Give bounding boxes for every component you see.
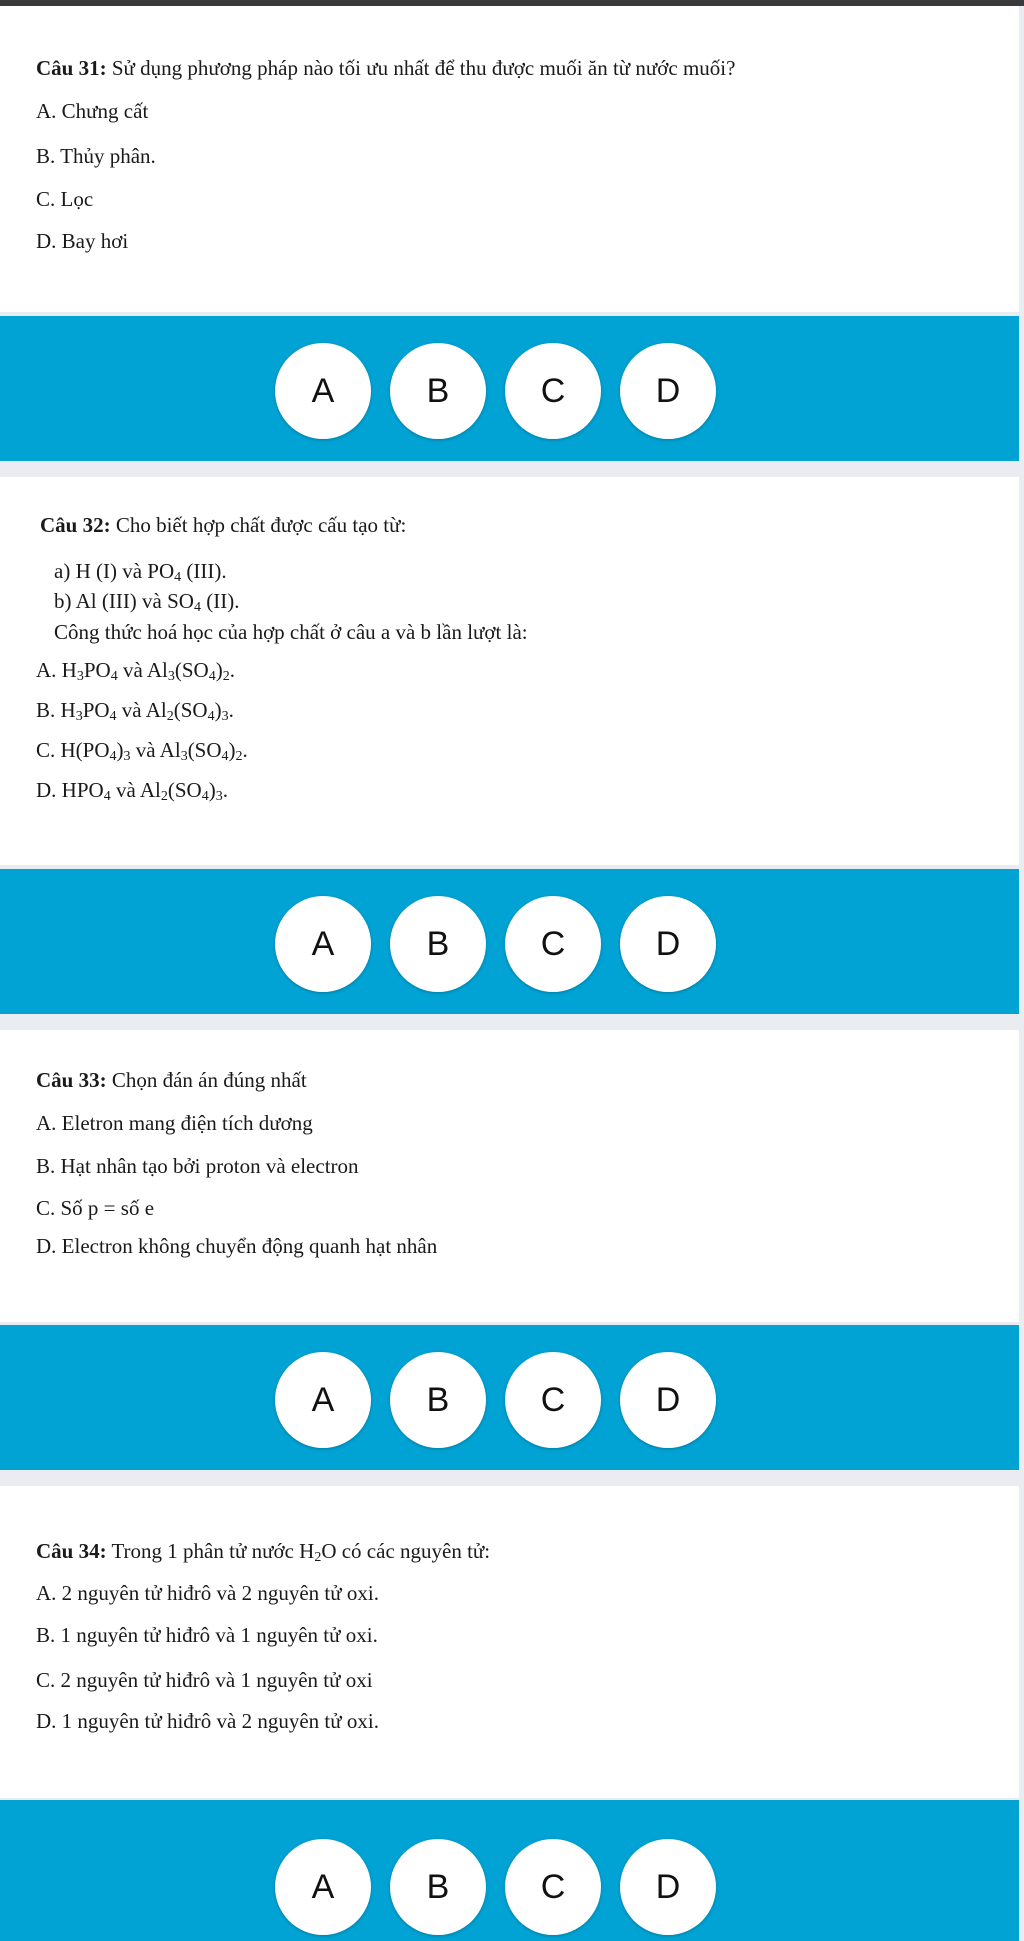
text: . (242, 738, 248, 762)
text: (SO (167, 778, 202, 802)
answer-band-31 (0, 316, 1019, 461)
text: (SO (173, 698, 208, 722)
option-text: A. Chưng cất (36, 99, 149, 123)
question-number: Câu 33: (36, 1068, 107, 1092)
answer-b-button[interactable]: B (390, 896, 486, 992)
text: b) Al (III) và SO (54, 589, 194, 613)
text: ) (208, 778, 216, 802)
text: A. H (36, 658, 77, 682)
question-number: Câu 34: (36, 1539, 107, 1563)
option-text: A. Eletron mang điện tích dương (36, 1111, 313, 1135)
question-text: Chọn đán án đúng nhất (106, 1068, 307, 1092)
subscript: 3 (76, 669, 84, 684)
subscript: 2 (222, 669, 230, 684)
subscript: 4 (208, 669, 216, 684)
subscript: 4 (174, 570, 182, 585)
question-text: Sử dụng phương pháp nào tối ưu nhất để thu được muối ăn từ nước muối? (106, 56, 736, 80)
option-text: D. Electron không chuyển động quanh hạt nhân (36, 1234, 438, 1258)
text: và Al (110, 778, 161, 802)
answer-band-33 (0, 1325, 1019, 1470)
subscript: 3 (215, 789, 223, 804)
question-34-title (36, 1539, 491, 1565)
option-text: A. 2 nguyên tử hiđrô và 2 nguyên tử oxi. (36, 1581, 379, 1605)
option-text (36, 698, 234, 724)
answer-d-button[interactable]: D (620, 896, 716, 992)
question-text: Trong 1 phân tử nước H (106, 1539, 315, 1563)
text: . (229, 658, 235, 682)
sub-item-b (54, 589, 240, 615)
question-33-title (36, 1070, 307, 1091)
subscript: 3 (180, 749, 188, 764)
subscript: 2 (235, 749, 243, 764)
text: ) (214, 698, 222, 722)
subscript: 2 (314, 1550, 322, 1565)
answer-b-button[interactable]: B (390, 1352, 486, 1448)
option-text: B. Hạt nhân tạo bởi proton và electron (36, 1154, 359, 1178)
text: (SO (187, 738, 222, 762)
question-31-title (36, 58, 735, 79)
subscript: 4 (103, 789, 111, 804)
text: PO (82, 698, 110, 722)
option-text: B. Thủy phân. (36, 144, 156, 168)
text: a) H (I) và PO (54, 559, 175, 583)
question-number: Câu 31: (36, 56, 107, 80)
option-text: C. Lọc (36, 187, 94, 211)
answer-b-button[interactable]: B (390, 343, 486, 439)
text: . (228, 698, 234, 722)
question-number: Câu 32: (40, 513, 111, 537)
option-text: C. Số p = số e (36, 1196, 155, 1220)
subscript: 3 (123, 749, 131, 764)
answer-c-button[interactable]: C (505, 896, 601, 992)
subscript: 4 (109, 709, 117, 724)
text: PO (83, 658, 111, 682)
text: ) (116, 738, 124, 762)
subscript: 3 (75, 709, 83, 724)
answer-a-button[interactable]: A (275, 896, 371, 992)
answer-a-button[interactable]: A (275, 343, 371, 439)
text: và Al (130, 738, 181, 762)
subscript: 2 (160, 789, 168, 804)
subscript: 2 (166, 709, 174, 724)
option-text: D. Bay hơi (36, 229, 129, 253)
option-text: B. 1 nguyên tử hiđrô và 1 nguyên tử oxi. (36, 1623, 378, 1647)
subscript: 4 (221, 749, 229, 764)
subscript: 3 (221, 709, 229, 724)
subscript: 4 (110, 669, 118, 684)
subscript: 4 (201, 789, 209, 804)
answer-band-34 (0, 1800, 1019, 1941)
option-text (36, 778, 228, 804)
answer-c-button[interactable]: C (505, 1839, 601, 1935)
subscript: 4 (207, 709, 215, 724)
text: và Al (117, 658, 168, 682)
question-text: Cho biết hợp chất được cấu tạo từ: (110, 513, 407, 537)
text: D. HPO (36, 778, 104, 802)
text: và Al (116, 698, 167, 722)
answer-b-button[interactable]: B (390, 1839, 486, 1935)
sub-item-a (54, 559, 227, 585)
text: B. H (36, 698, 76, 722)
text: (II). (200, 589, 240, 613)
answer-band-32 (0, 869, 1019, 1014)
text: . (222, 778, 228, 802)
option-text (36, 738, 248, 764)
subscript: 3 (167, 669, 175, 684)
subscript: 4 (109, 749, 117, 764)
text: ) (228, 738, 236, 762)
answer-c-button[interactable]: C (505, 343, 601, 439)
option-text: D. 1 nguyên tử hiđrô và 2 nguyên tử oxi. (36, 1709, 379, 1733)
question-32-title (40, 515, 406, 536)
option-text (36, 658, 235, 684)
option-text: C. 2 nguyên tử hiđrô và 1 nguyên tử oxi (36, 1668, 373, 1692)
text: ) (215, 658, 223, 682)
answer-d-button[interactable]: D (620, 1839, 716, 1935)
question-prompt: Công thức hoá học của hợp chất ở câu a và b lần lượt là: (54, 620, 528, 644)
answer-d-button[interactable]: D (620, 343, 716, 439)
text: C. H(PO (36, 738, 110, 762)
question-text: O có các nguyên tử: (321, 1539, 491, 1563)
answer-d-button[interactable]: D (620, 1352, 716, 1448)
subscript: 4 (193, 600, 201, 615)
text: (III). (181, 559, 227, 583)
text: (SO (174, 658, 209, 682)
answer-a-button[interactable]: A (275, 1352, 371, 1448)
answer-c-button[interactable]: C (505, 1352, 601, 1448)
answer-a-button[interactable]: A (275, 1839, 371, 1935)
